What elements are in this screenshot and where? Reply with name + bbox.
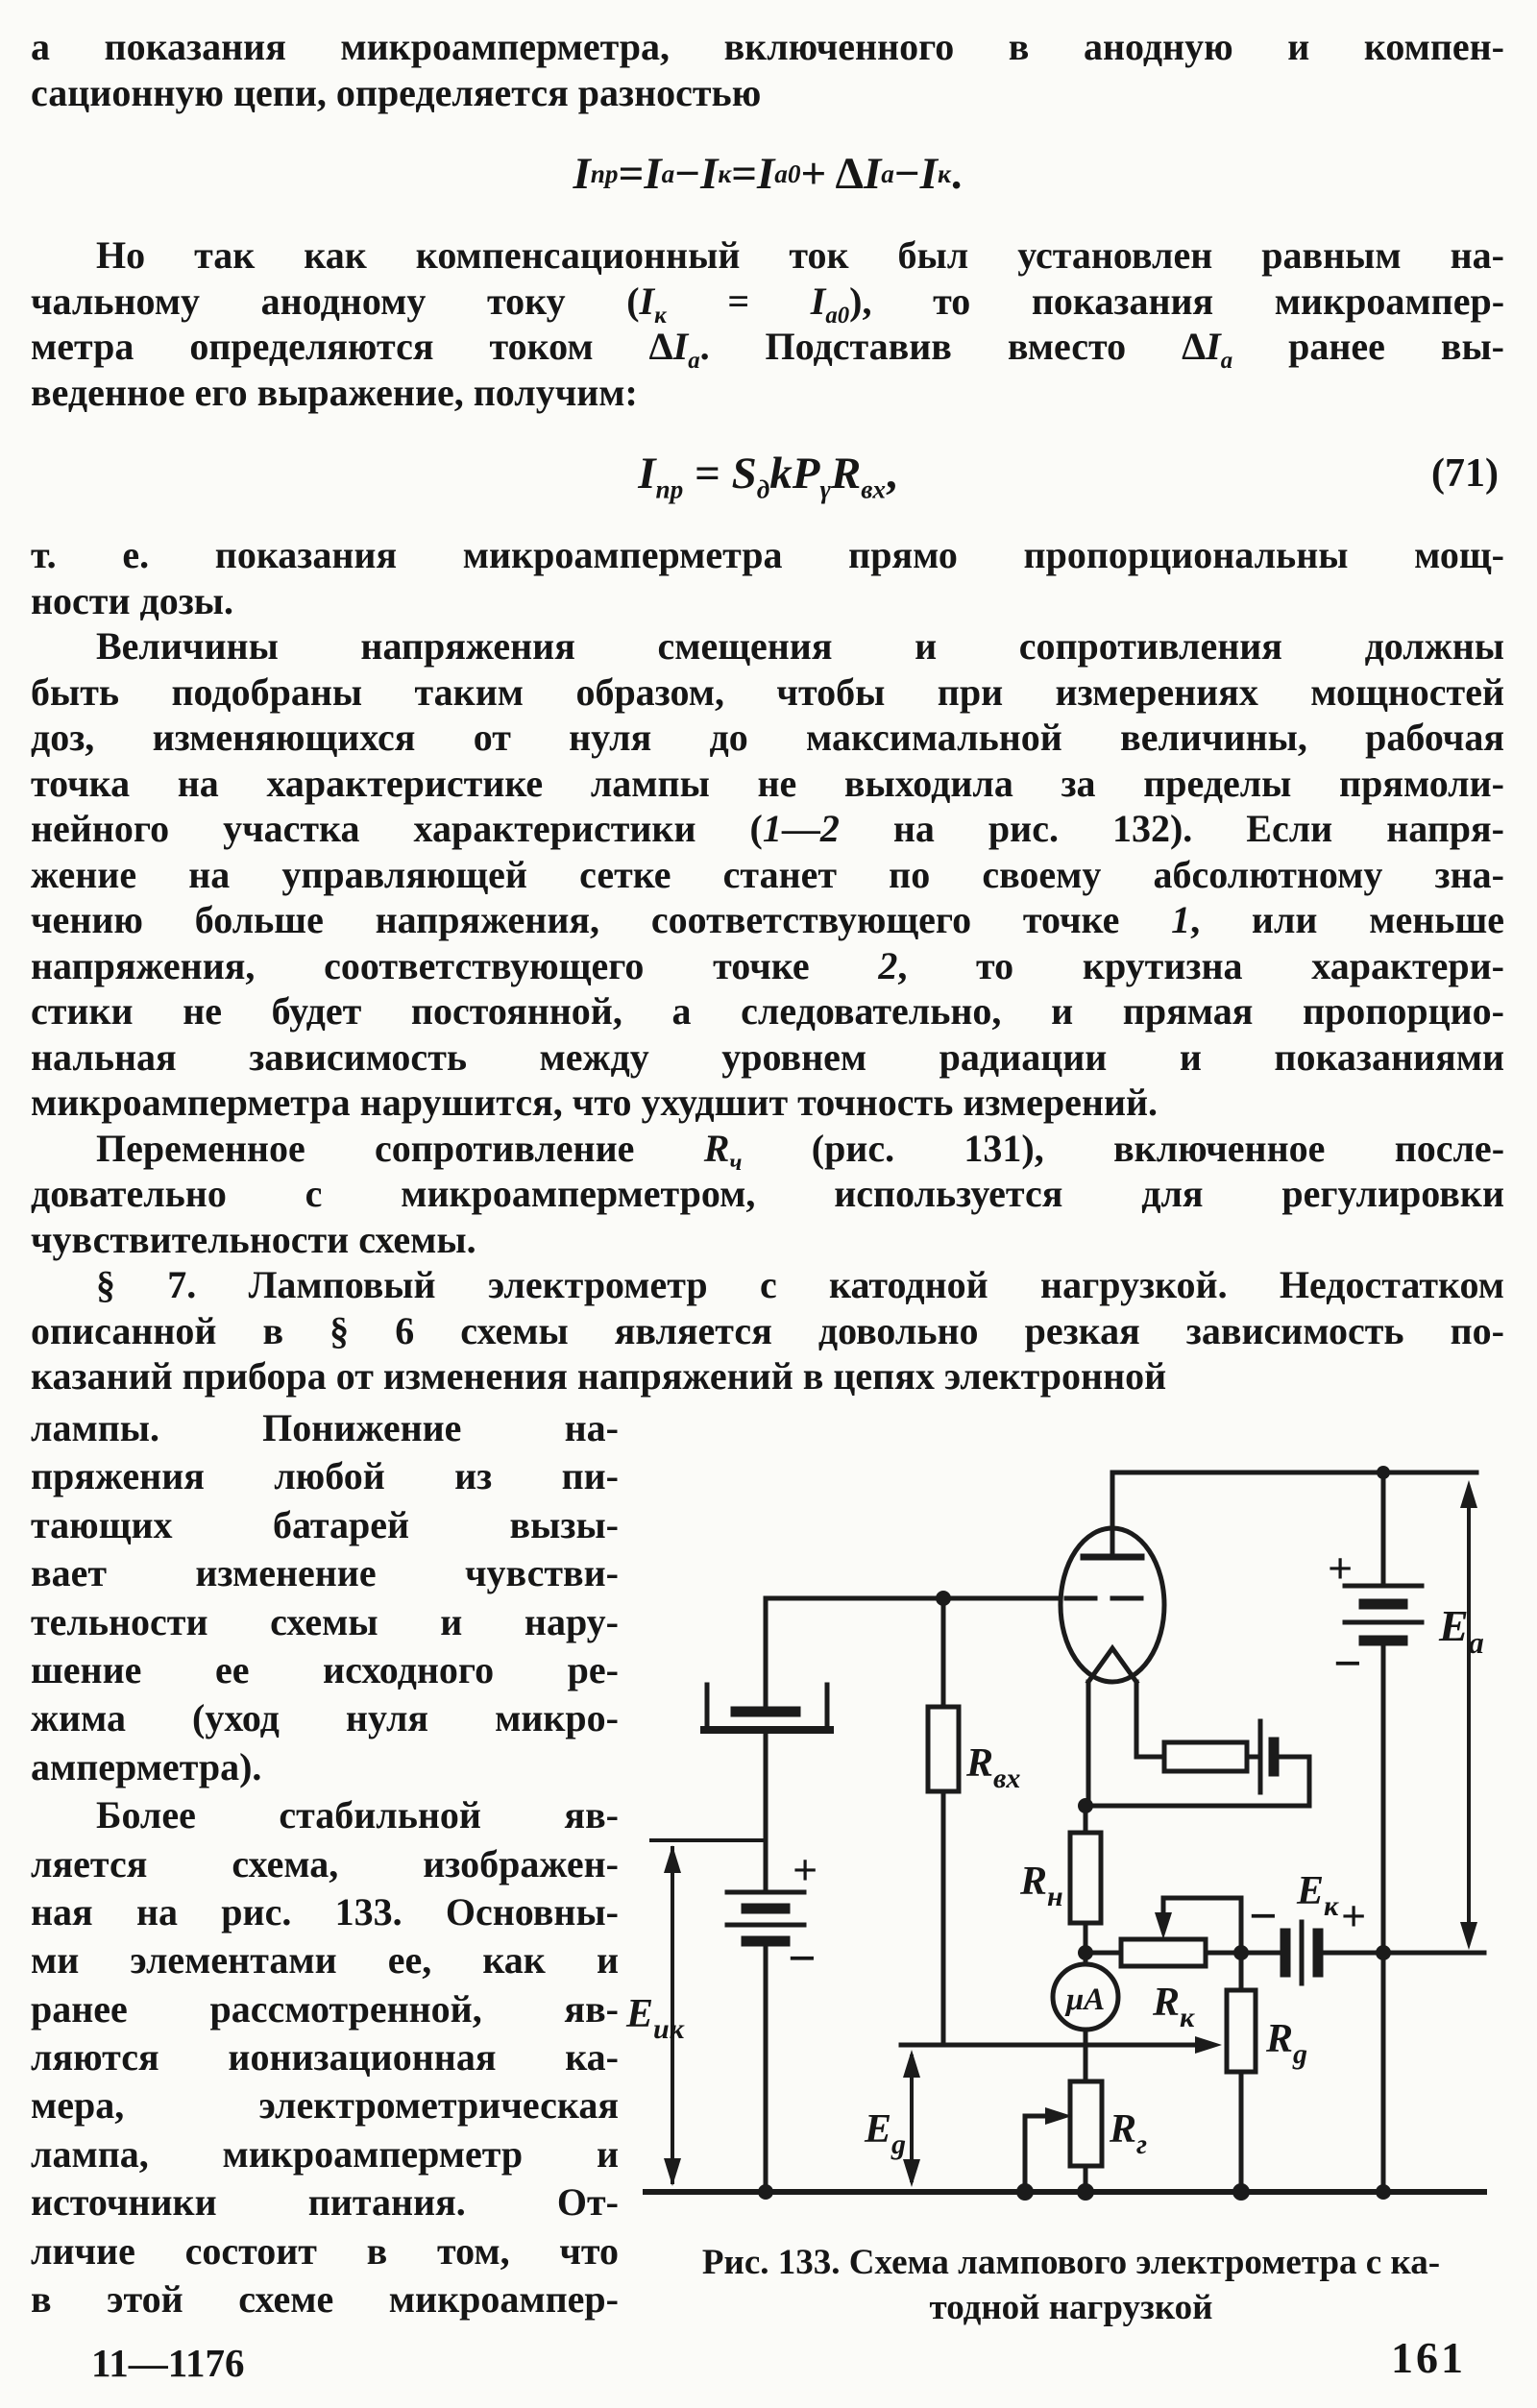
column-paragraph-a [31, 1404, 619, 1791]
paragraph-intro [31, 24, 1504, 115]
label-eg: $Е_g$ [865, 2107, 907, 2160]
label-rvx: $R_{вх}$ [966, 1741, 1021, 1794]
label-rg2: $R_г$ [1110, 2107, 1148, 2160]
ea-minus-sign: − [1333, 1637, 1362, 1691]
cathode-right-lead [1136, 1682, 1164, 1757]
text-line: сационную цепи, определяется разностью [31, 70, 762, 114]
text-line: нальная зависимость между уровнем радиации и показаниями [31, 1034, 1504, 1079]
paragraph-values [31, 623, 1504, 1126]
text-line: доз, изменяющихся от нуля до максимальной величины, рабочая [31, 716, 1504, 759]
text-line: микроамперметра нарушится, что ухудшит точность измерений. [31, 1081, 1159, 1124]
label-rn: $R_н$ [1020, 1860, 1063, 1912]
text-line: довательно с микроамперметром, используется для регулировки [31, 1172, 1504, 1215]
rk-wiper-arrow [1155, 1912, 1172, 1939]
text-line: тельности схемы и нару- [31, 1599, 619, 1643]
text-line: амперметра). [31, 1744, 262, 1788]
eg-arrow-down [903, 2159, 920, 2187]
eg-arrow-up [903, 2050, 920, 2078]
text-line: ми элементами ее, как и [31, 1938, 619, 1982]
label-rk: $R_к$ [1153, 1981, 1195, 2033]
text-line: чению больше напряжения, соответствующего точке 1, или меньше [31, 898, 1504, 941]
text-line: Но так как компенсационный ток был установлен равным на- [96, 233, 1504, 277]
text-line: тающих батарей вызы- [31, 1502, 619, 1546]
text-line: стики не будет постоянной, а следовательно, и прямая пропорцио- [31, 989, 1504, 1033]
grid-return-arrow [1195, 2036, 1222, 2054]
label-ea: $Е_а$ [1439, 1601, 1484, 1660]
ek-minus-sign: − [1249, 1889, 1278, 1944]
text-line: § 7. Ламповый электрометр с катодной нагрузкой. Недостатком [96, 1263, 1504, 1306]
text-line: а показания микроамперметра, включенного в анодную и компен- [31, 25, 1504, 68]
rg2-wiper-wire [1025, 2116, 1055, 2192]
text-line: в этой схеме микроампер- [31, 2277, 619, 2322]
label-ek: $Е_к$ [1297, 1869, 1339, 1922]
column-paragraph-b [31, 1791, 619, 2323]
label-rg: $R_g$ [1266, 2017, 1308, 2070]
text-line: чальному анодному току $(I_к = I_{а0})$, то показания микроампер- [31, 279, 1505, 328]
paragraph-dose [31, 532, 1504, 623]
filament-resistor [1164, 1742, 1247, 1771]
text-line: нейного участка характеристики (1—2 на рис. 132). Если напря- [31, 807, 1504, 850]
resistor-rvx [928, 1707, 959, 1791]
text-line: ранее рассмотренной, яв- [31, 1986, 619, 2031]
resistor-rn [1070, 1833, 1101, 1923]
text-line: жение на управляющей сетке станет по своему абсолютному зна- [31, 852, 1504, 896]
text-line: источники питания. От- [31, 2180, 619, 2225]
text-line: мера, электрометрическая [31, 2083, 619, 2128]
paragraph-section7 [31, 1262, 1504, 1399]
text-line: т. е. показания микроамперметра прямо пропорциональны мощ- [31, 533, 1504, 576]
caption-line-1: Рис. 133. Схема лампового электрометра с ка- [701, 2243, 1441, 2282]
text-line: быть подобраны таким образом, чтобы при измерениях мощностей [31, 669, 1504, 714]
resistor-rk [1121, 1939, 1206, 1966]
text-line: шение ее исходного ре- [31, 1647, 619, 1691]
main-text-flow [31, 24, 1504, 1399]
text-line: ляется схема, изображен- [31, 1841, 619, 1885]
text-line: казаний прибора от изменения напряжений в цепях электронной [31, 1354, 1167, 1398]
text-line: чувствительности схемы. [31, 1217, 476, 1261]
figure-caption [639, 2240, 1503, 2330]
ea-arrow-down [1460, 1922, 1477, 1950]
page-number: 161 [1391, 2333, 1466, 2382]
text-line: напряжения, соответствующего точке 2, то крутизна характери- [31, 943, 1504, 987]
eik-plus-sign: + [793, 1845, 818, 1894]
label-eik: $Е_{ик}$ [626, 1992, 684, 2045]
ea-plus-sign: + [1328, 1544, 1354, 1593]
text-line: лампа, микроамперметр и [31, 2131, 619, 2176]
text-line: Более стабильной яв- [96, 1793, 619, 1837]
ea-arrow-up [1460, 1480, 1477, 1508]
caption-line-2: тодной нагрузкой [929, 2288, 1213, 2327]
eik-arrow-down [664, 2158, 681, 2186]
circuit-svg [624, 1439, 1518, 2234]
eik-minus-sign: − [788, 1932, 817, 1986]
text-line: вает изменение чувстви- [31, 1551, 619, 1595]
paragraph-compensation [31, 232, 1504, 415]
resistor-rg [1227, 1990, 1256, 2072]
paragraph-variable-resistor [31, 1126, 1504, 1263]
label-microammeter: μA [1065, 1982, 1106, 2017]
eik-arrow-up [664, 1845, 681, 1873]
text-line: Переменное сопротивление $R_ч$ (рис. 131), включенное после- [96, 1126, 1505, 1176]
formula-71 [31, 415, 1504, 532]
text-line: Величины напряжения смещения и сопротивления должны [96, 624, 1504, 668]
text-line: жима (уход нуля микро- [31, 1696, 619, 1740]
text-line: описанной в § 6 схемы является довольно резкая зависимость по- [31, 1308, 1504, 1352]
text-line: лампы. Понижение на- [31, 1406, 619, 1449]
text-line: ляются ионизационная ка- [31, 2035, 619, 2080]
text-line: точка на характеристике лампы не выходила за пределы прямоли- [31, 761, 1504, 805]
text-line: ности дозы. [31, 578, 234, 622]
text-line: пряжения любой из пи- [31, 1454, 619, 1498]
text-line: метра определяются током $\Delta I_а$. Подставив вместо $\Delta I_а$ ранее вы- [31, 325, 1504, 374]
text-line: личие состоит в том, что [31, 2228, 619, 2273]
resistor-rg2 [1070, 2081, 1102, 2166]
text-line: веденное его выражение, получим: [31, 370, 638, 414]
formula-71-body: $I_{пр} = S_дkP_\gamma R_{вх}$, [638, 449, 897, 504]
formula-current-difference: I пр = I а − I к = I а0 + Δ I а − I к . [573, 149, 963, 199]
figure-133-circuit-diagram [624, 1439, 1518, 2234]
left-column-text [31, 1404, 619, 2323]
formula-71-number: (71) [1431, 451, 1499, 496]
ek-plus-sign: + [1341, 1891, 1367, 1940]
figure-labels [625, 1544, 1484, 2160]
print-run-code: 11—1176 [91, 2341, 245, 2385]
text-line: ная на рис. 133. Основны- [31, 1889, 619, 1934]
